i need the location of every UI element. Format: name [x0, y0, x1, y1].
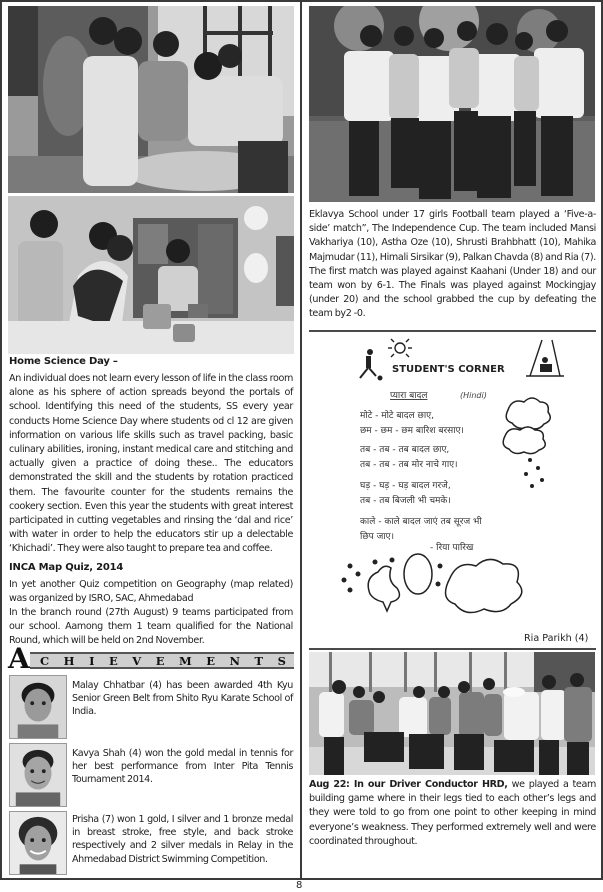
- home-science-body: An individual does not learn every lesson of life in the class room alone as his sphere of action spreads beyond the portals of school. Identifying this need of the students, SS every year conducts Home Science Day where students od cl 12 are given information on various life skills such as travel packing, basic culinary abilities, ironing, instant medical care and stitching and actually given a practice of doing these.. The educators demonstrated the skill and the students by rotation practiced them. The favourite counter for the students remains the cookery section. Even this year the students with great interest participated in cutting vegetables and rinsing the ‘dal and rice’ with water in order to help the educators stir up a delectable ‘Khichadi’. They were also taught to prepare tea and coffee.: [9, 373, 293, 555]
- hrd-article-lead: Aug 22: In our Driver Conductor HRD,: [309, 779, 508, 790]
- column-divider: [300, 0, 302, 880]
- poem-author: - रिया पारिख: [430, 543, 474, 553]
- achievement-text: Prisha (7) won 1 gold, I silver and 1 bronze medal in breast stroke, free style, and back stroke respectively and 2 silver medals in Relay in the Ahmedabad District Swimming Competition.: [72, 814, 293, 865]
- poem-language: (Hindi): [460, 391, 487, 400]
- achievements-letter: I: [89, 653, 95, 668]
- map-quiz-body-1: In yet another Quiz competition on Geography (map related) was organized by ISRO, SAC, Ahmedabad: [9, 578, 293, 604]
- poem-line: छिप जाए।: [360, 532, 395, 542]
- poem-line: तब - तब - तब बादल छाए,: [360, 445, 450, 455]
- achievement-portrait: [9, 743, 67, 807]
- left-article-flow: [9, 356, 293, 649]
- hrd-article: [309, 778, 596, 849]
- achievements-letter: V: [132, 653, 142, 668]
- football-team-photo: [309, 6, 595, 202]
- achievement-text: Malay Chhatbar (4) has been awarded 4th Kyu Senior Green Belt from Shito Ryu Karate School of India.: [72, 680, 293, 718]
- poem-title: प्यारा बादल: [390, 391, 428, 401]
- poem-line: घड़ - घड़ - घड़ बादल गरजे,: [360, 481, 451, 491]
- group-session-photo: [8, 6, 294, 193]
- achievements-title-bar: [30, 652, 294, 669]
- hrd-team-game-photo: [309, 652, 595, 775]
- poem-lines: [360, 409, 482, 542]
- map-quiz-heading: INCA Map Quiz, 2014: [9, 561, 124, 573]
- home-science-heading: Home Science Day –: [9, 356, 118, 367]
- page-number: 8: [296, 880, 303, 891]
- achievements-letter: N: [229, 653, 241, 668]
- poem-line: काले - काले बादल जाएं तब सूरज भी: [360, 517, 482, 527]
- football-article-body: Eklavya School under 17 girls Football team played a ‘Five-a-side’ match”, The Independence Cup. The team included Mansi Vakhariya (10), Astha Oze (10), Shrusti Brahbhatt (10), Mahika Majmudar (11), Himali Sirsikar (9), Palkan Chavda (8) and Ria (7). The first match was played against Kaahani (Under 18) and our team won by 6-1. The Finals was played against Mockingjay (under 20) and the school grabbed the cup by defeating the team by2 -0.: [309, 209, 596, 320]
- section-divider: [309, 330, 596, 332]
- students-corner-drawing: [330, 338, 570, 632]
- achievements-letter: T: [254, 653, 264, 668]
- poem-line: छम - छम - छम बारिश बरसाए।: [360, 426, 464, 436]
- section-divider: [309, 648, 596, 650]
- achievement-text: Kavya Shah (4) won the gold medal in tennis for her best performance from Inter Pita Tennis Tournament 2014.: [72, 748, 293, 786]
- achievements-letter: C: [40, 653, 50, 668]
- achievement-portrait: [9, 675, 67, 739]
- achievements-letter: E: [155, 653, 165, 668]
- drawing-credit: Ria Parikh (4): [524, 633, 589, 644]
- achievements-initial: A: [8, 642, 30, 675]
- achievements-letter: M: [178, 653, 192, 668]
- achievements-header: [8, 642, 294, 675]
- home-science-cooking-photo: [8, 196, 294, 354]
- achievements-letter: H: [63, 653, 75, 668]
- achievements-letter: E: [206, 653, 215, 668]
- poem-line: मोटे - मोटे बादल छाए,: [360, 411, 435, 421]
- achievements-letter: S: [277, 653, 286, 668]
- achievements-letter: E: [108, 653, 118, 668]
- map-quiz-body-2: In the branch round (27th August) 9 teams participated from our school. Aamong them 1 team qualified for the National Round, which will be held on 2nd November.: [9, 607, 293, 647]
- hrd-article-body: we played a team building game where in their legs tied to each other’s legs and they were told to go from one point to other keeping in mind everyone’s weakness. They performed extremely well and were coordinated throughout.: [309, 779, 596, 847]
- poem-line: तब - तब - तब मोर नाचे गाए।: [360, 460, 458, 470]
- achievement-portrait: [9, 811, 67, 875]
- poem-line: तब - तब बिजली भी चमके।: [360, 496, 451, 506]
- students-corner-title: STUDENT'S CORNER: [392, 364, 505, 375]
